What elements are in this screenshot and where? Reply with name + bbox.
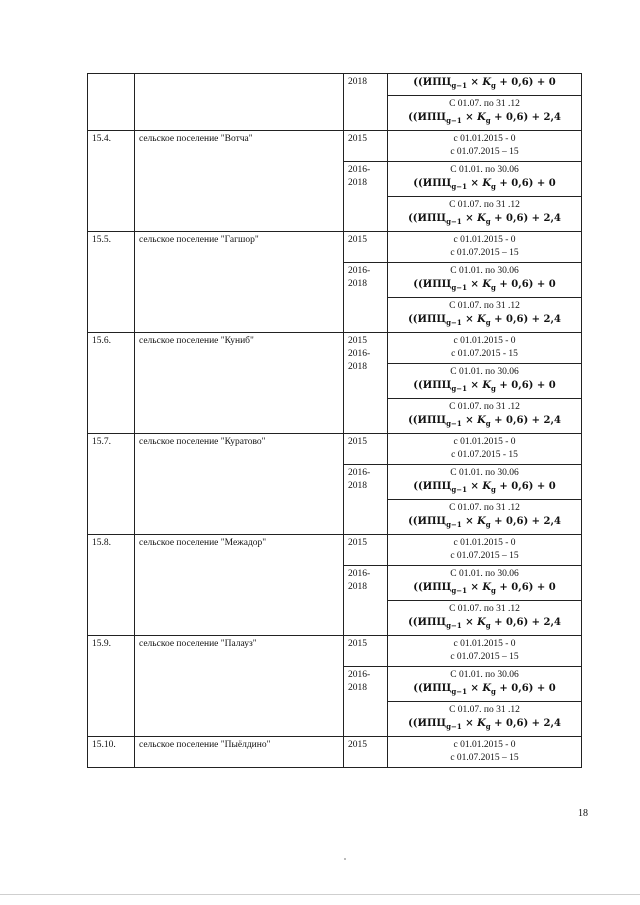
row-number	[88, 74, 135, 131]
rate-cell	[388, 601, 582, 636]
rate-formula: ($(ИПЦ_{g-1} \times K_g + 0,6) + 0$	[413, 178, 556, 191]
table-row	[88, 636, 582, 667]
rate-cell	[388, 74, 582, 96]
rate-period-text: С 01.01. по 30.06	[450, 468, 519, 478]
tariff-table-body	[88, 74, 582, 768]
page-number: 18	[578, 808, 588, 819]
row-number: 15.4.	[88, 131, 135, 232]
scan-edge-line	[0, 894, 640, 895]
year-cell: 2016- 2018	[344, 465, 388, 535]
year-cell: 2015	[344, 232, 388, 263]
year-cell: 2015	[344, 535, 388, 566]
rate-formula: ($(ИПЦ_{g-1} \times K_g + 0,6) + 2,4$	[408, 314, 561, 327]
rate-formula: ($(ИПЦ_{g-1} \times K_g + 0,6) + 2,4$	[408, 516, 561, 529]
rate-period-text: с 01.01.2015 - 0	[453, 134, 516, 144]
rate-formula: ($(ИПЦ_{g-1} \times K_g + 0,6) + 2,4$	[408, 415, 561, 428]
rate-cell	[388, 131, 582, 162]
rate-period-text: с 01.01.2015 - 0	[453, 538, 516, 548]
rate-formula: ($(ИПЦ_{g-1} \times K_g + 0,6) + 0$	[413, 279, 556, 292]
rate-period-text: с 01.07.2015 – 15	[450, 147, 519, 157]
rate-period-text: С 01.07. по 31 .12	[449, 503, 520, 513]
rate-cell	[388, 263, 582, 298]
year-cell: 2015	[344, 636, 388, 667]
rate-formula: ($(ИПЦ_{g-1} \times K_g + 0,6) + 2,4$	[408, 112, 561, 125]
rate-cell	[388, 333, 582, 364]
rate-cell	[388, 737, 582, 768]
rate-period-text: С 01.07. по 31 .12	[449, 99, 520, 109]
row-number: 15.10.	[88, 737, 135, 768]
rate-formula: ($(ИПЦ_{g-1} \times K_g + 0,6) + 0$	[413, 683, 556, 696]
tariff-table	[87, 73, 582, 768]
rate-cell	[388, 434, 582, 465]
rate-period-text: с 01.07.2015 - 15	[451, 450, 518, 460]
table-row	[88, 74, 582, 96]
rate-cell	[388, 535, 582, 566]
rate-period-text: С 01.01. по 30.06	[450, 569, 519, 579]
settlement-name: сельское поселение "Пыёлдино"	[135, 737, 344, 768]
rate-period-text: С 01.07. по 31 .12	[449, 705, 520, 715]
rate-period-text: С 01.07. по 31 .12	[449, 200, 520, 210]
row-number: 15.6.	[88, 333, 135, 434]
rate-cell	[388, 197, 582, 232]
rate-period-text: с 01.01.2015 - 0	[453, 639, 516, 649]
table-row	[88, 737, 582, 768]
year-cell: 2015	[344, 737, 388, 768]
rate-period-text: С 01.01. по 30.06	[450, 266, 519, 276]
rate-formula: ($(ИПЦ_{g-1} \times K_g + 0,6) + 0$	[413, 77, 556, 90]
settlement-name: сельское поселение "Куратово"	[135, 434, 344, 535]
rate-cell	[388, 399, 582, 434]
settlement-name: сельское поселение "Палауз"	[135, 636, 344, 737]
table-row	[88, 434, 582, 465]
rate-formula: ($(ИПЦ_{g-1} \times K_g + 0,6) + 0$	[413, 481, 556, 494]
rate-cell	[388, 702, 582, 737]
rate-formula: ($(ИПЦ_{g-1} \times K_g + 0,6) + 0$	[413, 582, 556, 595]
rate-cell	[388, 298, 582, 333]
rate-cell	[388, 162, 582, 197]
row-number: 15.7.	[88, 434, 135, 535]
rate-formula: ($(ИПЦ_{g-1} \times K_g + 0,6) + 2,4$	[408, 617, 561, 630]
rate-cell	[388, 364, 582, 399]
settlement-name: сельское поселение "Гагшор"	[135, 232, 344, 333]
rate-period-text: С 01.07. по 31 .12	[449, 402, 520, 412]
row-number: 15.5.	[88, 232, 135, 333]
rate-cell	[388, 232, 582, 263]
rate-formula: ($(ИПЦ_{g-1} \times K_g + 0,6) + 0$	[413, 380, 556, 393]
rate-period-text: с 01.07.2015 – 15	[450, 753, 519, 763]
scan-speck	[344, 858, 346, 860]
settlement-name: сельское поселение "Межадор"	[135, 535, 344, 636]
year-cell: 2016- 2018	[344, 162, 388, 232]
year-cell: 2015	[344, 434, 388, 465]
rate-period-text: с 01.07.2015 - 15	[451, 349, 518, 359]
rate-cell	[388, 465, 582, 500]
table-row	[88, 333, 582, 364]
rate-period-text: с 01.07.2015 – 15	[450, 551, 519, 561]
row-number: 15.8.	[88, 535, 135, 636]
rate-cell	[388, 500, 582, 535]
rate-cell	[388, 566, 582, 601]
year-cell: 2015	[344, 131, 388, 162]
table-row	[88, 535, 582, 566]
rate-period-text: с 01.07.2015 – 15	[450, 248, 519, 258]
rate-formula: ($(ИПЦ_{g-1} \times K_g + 0,6) + 2,4$	[408, 718, 561, 731]
year-cell: 2015 2016- 2018	[344, 333, 388, 434]
rate-cell	[388, 667, 582, 702]
table-row	[88, 131, 582, 162]
settlement-name	[135, 74, 344, 131]
settlement-name: сельское поселение "Куниб"	[135, 333, 344, 434]
rate-period-text: с 01.01.2015 - 0	[453, 437, 516, 447]
year-cell: 2016- 2018	[344, 566, 388, 636]
rate-formula: ($(ИПЦ_{g-1} \times K_g + 0,6) + 2,4$	[408, 213, 561, 226]
rate-period-text: С 01.07. по 31 .12	[449, 301, 520, 311]
rate-period-text: с 01.07.2015 – 15	[450, 652, 519, 662]
settlement-name: сельское поселение "Вотча"	[135, 131, 344, 232]
rate-cell	[388, 636, 582, 667]
rate-period-text: с 01.01.2015 - 0	[453, 740, 516, 750]
row-number: 15.9.	[88, 636, 135, 737]
rate-cell	[388, 96, 582, 131]
table-row	[88, 232, 582, 263]
rate-period-text: С 01.01. по 30.06	[450, 165, 519, 175]
rate-period-text: с 01.01.2015 - 0	[453, 235, 516, 245]
rate-period-text: С 01.01. по 30.06	[450, 367, 519, 377]
rate-period-text: С 01.07. по 31 .12	[449, 604, 520, 614]
year-cell: 2016- 2018	[344, 263, 388, 333]
rate-period-text: С 01.01. по 30.06	[450, 670, 519, 680]
year-cell: 2018	[344, 74, 388, 131]
year-cell: 2016- 2018	[344, 667, 388, 737]
rate-period-text: с 01.01.2015 - 0	[453, 336, 516, 346]
